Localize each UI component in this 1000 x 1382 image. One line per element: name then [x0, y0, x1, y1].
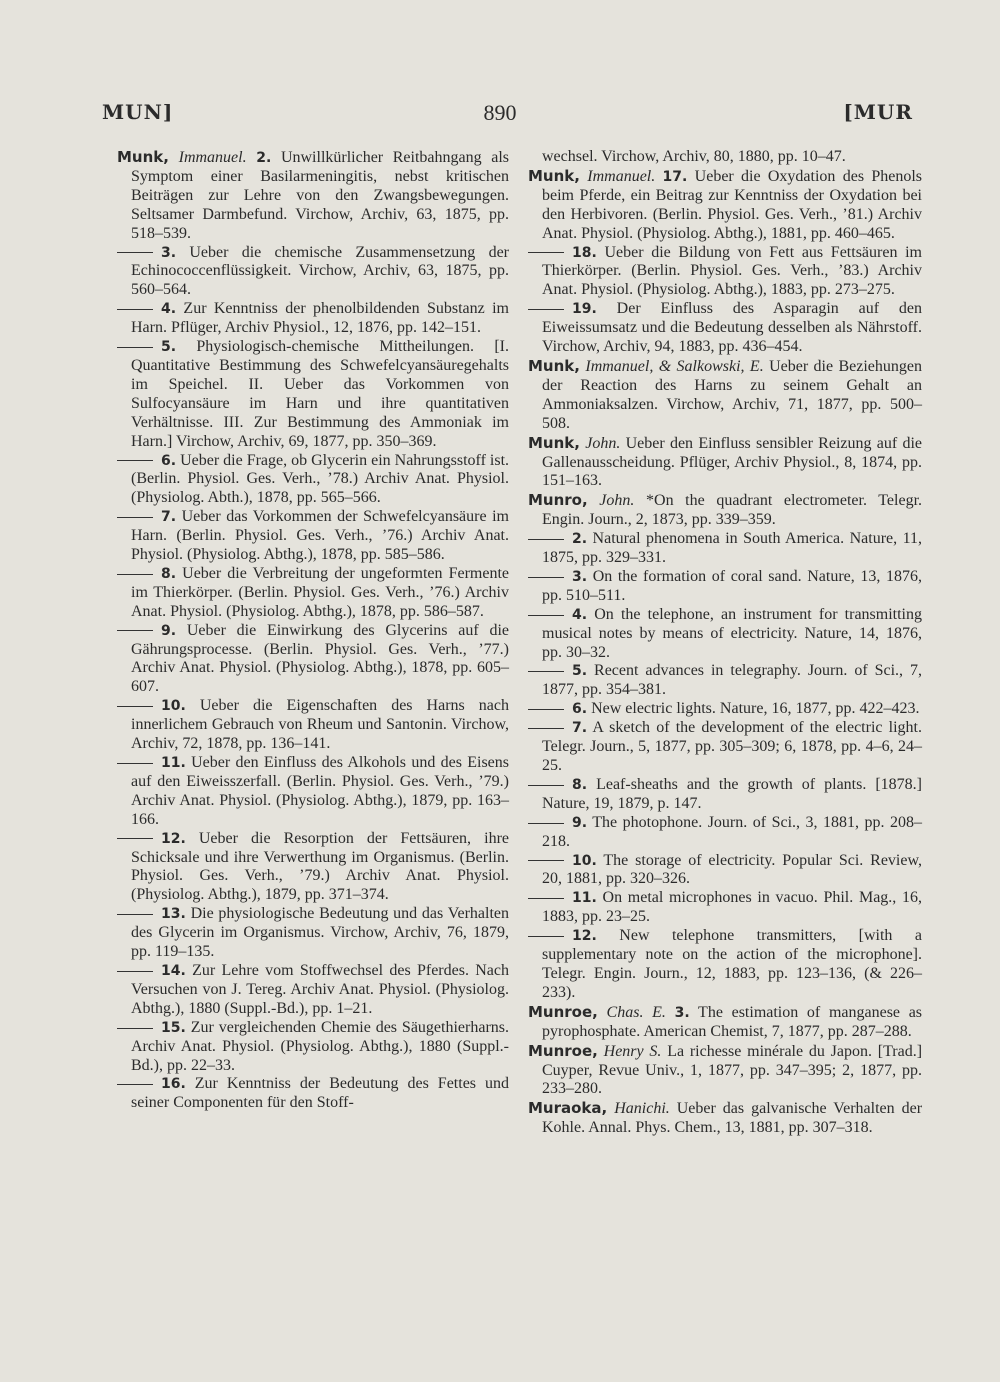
entry-number: 3. [674, 1004, 690, 1021]
entry-text: The photophone. Journ. of Sci., 3, 1881, pp. 208–218. [542, 813, 923, 850]
ditto-dash [117, 574, 153, 575]
entry-text: *On the quadrant electrometer. Telegr. Engin. Journ., 2, 1873, pp. 339–359. [542, 492, 923, 529]
ditto-dash [528, 709, 564, 710]
ditto-dash [528, 671, 564, 672]
ditto-dash [117, 252, 153, 253]
entry-author: Munk, [528, 356, 580, 375]
entry-author: Munroe, [528, 1002, 598, 1021]
entry-number: 6. [572, 701, 588, 718]
entry-number: 13. [161, 906, 186, 923]
bibliography-entry [117, 622, 509, 698]
ditto-dash [528, 860, 564, 861]
entry-number: 15. [161, 1019, 186, 1036]
bibliography-entry [117, 830, 509, 906]
ditto-dash [117, 838, 153, 839]
entry-number: 2. [256, 150, 272, 166]
bibliography-entry [528, 434, 922, 492]
entry-given-name: Chas. E. [606, 1003, 666, 1021]
bibliography-entry [117, 452, 509, 509]
entry-author: Munro, [528, 491, 588, 510]
entry-text: On the telephone, an instrument for transmitting musical notes by means of electricity. Nature, 14, 1876, pp. 30–32. [542, 605, 923, 661]
ditto-dash [528, 309, 564, 310]
entry-text: New telephone transmitters, [with a supplementary note on the action of the microphone]. Telegr. Engin. Journ., 12, 1883, pp. 123–136, (& 226–233). [542, 927, 923, 1001]
entry-text: Ueber die Eigenschaften des Harns nach innerlichem Gebrauch von Rheum und Santonin. Virchow, Archiv, 72, 1878, pp. 136–141. [131, 697, 509, 753]
entry-text: Ueber die Verbreitung der ungeformten Fermente im Thierkörper. (Berlin. Physiol. Ges. Verh., ’76.) Archiv Anat. Physiol. (Physiolog. Abthg.), 1878, pp. 586–587. [131, 564, 509, 620]
entry-text: Ueber den Einfluss des Alkohols und des Eisens auf den Eiweisszerfall. (Berlin. Physiol. Ges. Verh., ’79.) Archiv Anat. Physiol. (Physiolog. Abthg.), 1879, pp. 163–166. [131, 754, 509, 828]
entry-number: 11. [572, 890, 597, 907]
entry-text: Unwillkürlicher Reitbahngang als Symptom einer Basilarmeningitis, nebst kritischen Beiträgen zur Lehre von den Zwangsbewegungen. Seltsamer Darmbefund. Virchow, Archiv, 63, 1875, pp. 518–539. [131, 149, 510, 242]
bibliography-entry [528, 300, 922, 357]
entry-given-name: John. [599, 492, 635, 510]
bibliography-entry [528, 491, 922, 530]
bibliography-entry [528, 530, 922, 568]
bibliography-entry [528, 606, 922, 663]
bibliography-entry [117, 148, 509, 244]
bibliography-entry [117, 962, 509, 1019]
entry-author: Munk, [117, 148, 169, 166]
entry-text: A sketch of the development of the electric light. Telegr. Journ., 5, 1877, pp. 305–309; 6, 1878, pp. 4–6, 24–25. [542, 719, 922, 774]
bibliography-entry [528, 167, 922, 244]
entry-text: Die physiologische Bedeutung und das Verhalten des Glycerin im Organismus. Virchow, Archiv, 76, 1879, pp. 119–135. [131, 905, 510, 961]
entry-number: 19. [572, 301, 597, 318]
entry-number: 7. [572, 720, 588, 737]
entry-text: The estimation of manganese as pyrophosphate. American Chemist, 7, 1877, pp. 287–288. [542, 1003, 923, 1040]
entry-text: Ueber die Bildung von Fett aus Fettsäuren im Thierkörper. (Berlin. Physiol. Ges. Verh., ’83.) Archiv Anat. Physiol. (Physiolog. Abthg.), 1883, pp. 273–275. [542, 243, 923, 299]
entry-number: 5. [572, 663, 588, 680]
ditto-dash [117, 630, 153, 631]
entry-text: Zur Kenntniss der Bedeutung des Fettes und seiner Componenten für den Stoff- [131, 1075, 509, 1112]
entry-text: Zur Lehre vom Stoffwechsel des Pferdes. Nach Versuchen von J. Tereg. Archiv Anat. Physiol. (Physiolog. Abthg.), 1880 (Suppl.-Bd.), pp. 1–21. [131, 961, 510, 1017]
bibliography-entry [528, 776, 922, 814]
page-header [0, 100, 1000, 134]
entry-given-name: John. [585, 434, 621, 452]
bibliography-entry [117, 244, 509, 301]
entry-number: 3. [572, 568, 588, 585]
entry-number: 6. [161, 452, 177, 469]
entry-number: 9. [572, 814, 588, 831]
entry-author: Munk, [528, 166, 580, 185]
entry-number: 14. [161, 962, 186, 979]
entry-number: 12. [572, 928, 597, 945]
entry-text: Leaf-sheaths and the growth of plants. [1878.] Nature, 19, 1879, p. 147. [542, 775, 923, 812]
entry-number: 4. [572, 606, 588, 623]
entry-text: Ueber die Beziehungen der Reaction des Harns zu seinem Gehalt an Ammoniaksalzen. Virchow, Archiv, 71, 1877, pp. 500–508. [542, 357, 923, 432]
ditto-dash [117, 309, 153, 310]
ditto-dash [117, 706, 153, 707]
entry-text: Natural phenomena in South America. Nature, 11, 1875, pp. 329–331. [542, 530, 922, 567]
header-right-range: [MUR [843, 100, 913, 124]
entry-number: 10. [161, 698, 186, 715]
entry-text: Ueber die Einwirkung des Glycerins auf die Gährungsprocesse. (Berlin. Physiol. Ges. Verh., ’77.) Archiv Anat. Physiol. (Physiolog. Abthg.), 1878, pp. 605–607. [131, 621, 509, 696]
entry-number: 16. [161, 1076, 186, 1093]
bibliography-entry [117, 1019, 509, 1076]
bibliography-entry [117, 338, 509, 451]
ditto-dash [528, 898, 564, 899]
ditto-dash [528, 539, 564, 540]
entry-author: Muraoka, [528, 1099, 608, 1118]
ditto-dash [117, 914, 153, 915]
entry-given-name: Hanichi. [614, 1100, 670, 1118]
bibliography-entry [117, 697, 509, 754]
entry-text: Ueber das Vorkommen der Schwefelcyansäure im Harn. (Berlin. Physiol. Ges. Verh., ’76.) Archiv Anat. Physiol. (Physiolog. Abthg.), 1878, pp. 585–586. [131, 508, 509, 564]
ditto-dash [117, 971, 153, 972]
entry-given-name: Immanuel. [587, 167, 656, 185]
entry-text: Physiologisch-chemische Mittheilungen. [I. Quantitative Bestimmung des Schwefelcyansäuregehalts im Speichel. II. Ueber das Vorkommen von Sulfocyansäure im Harn und ihre quantitativen Verhältnisse. III. Zur Bestimmung des Ammoniak im Harn.] Virchow, Archiv, 69, 1877, pp. 350–369. [131, 338, 509, 450]
ditto-dash [528, 785, 564, 786]
entry-text: Ueber den Einfluss sensibler Reizung auf die Gallenausscheidung. Pflüger, Archiv Physiol., 8, 1874, pp. 151–163. [542, 434, 922, 490]
ditto-dash [528, 252, 564, 253]
bibliography-entry [528, 852, 922, 890]
entry-number: 18. [572, 244, 597, 261]
entry-text: Der Einfluss des Asparagin auf den Eiweissumsatz und die Bedeutung desselben als Nährstoff. Virchow, Archiv, 94, 1883, pp. 436–454. [542, 300, 922, 356]
bibliography-entry [528, 927, 922, 1003]
entry-text: Ueber die Frage, ob Glycerin ein Nahrungsstoff ist. (Berlin. Physiol. Ges. Verh., ’78.) Archiv Anat. Physiol. (Physiolog. Abth.), 1878, pp. 565–566. [131, 451, 510, 507]
ditto-dash [117, 517, 153, 518]
entry-number: 5. [161, 339, 177, 356]
entry-text: The storage of electricity. Popular Sci. Review, 20, 1881, pp. 320–326. [542, 851, 922, 888]
entry-text: New electric lights. Nature, 16, 1877, pp. 422–423. [591, 700, 920, 718]
entry-given-name: Immanuel. [178, 149, 247, 166]
entry-text: Zur vergleichenden Chemie des Säugethierharns. Archiv Anat. Physiol. (Physiolog. Abthg.), 1880 (Suppl.-Bd.), pp. 22–33. [131, 1018, 510, 1074]
entry-number: 7. [161, 509, 177, 526]
entry-number: 8. [161, 565, 177, 582]
bibliography-entry [528, 1003, 922, 1042]
page-number: 890 [483, 100, 517, 125]
ditto-dash [528, 577, 564, 578]
bibliography-entry [117, 1075, 509, 1113]
left-column [117, 148, 509, 1113]
bibliography-entry [117, 905, 509, 962]
entry-text: On the formation of coral sand. Nature, 13, 1876, pp. 510–511. [542, 567, 923, 604]
entry-text: wechsel. Virchow, Archiv, 80, 1880, pp. 10–47. [542, 148, 846, 165]
entry-text: Zur Kenntniss der phenolbildenden Substanz im Harn. Pflüger, Archiv Physiol., 12, 1876, pp. 142–151. [131, 300, 510, 337]
entry-number: 17. [662, 168, 688, 185]
entry-number: 11. [161, 755, 186, 771]
right-column [528, 148, 922, 1138]
bibliography-entry [528, 719, 922, 776]
bibliography-entry [528, 814, 922, 852]
bibliography-entry [528, 1099, 922, 1138]
entry-text: Recent advances in telegraphy. Journ. of Sci., 7, 1877, pp. 354–381. [542, 662, 922, 699]
bibliography-entry [117, 754, 509, 830]
entry-text: Ueber die chemische Zusammensetzung der Echinococcenflüssigkeit. Virchow, Archiv, 63, 1875, pp. 560–564. [131, 243, 509, 299]
entry-number: 3. [161, 244, 177, 261]
entry-text: Ueber die Resorption der Fettsäuren, ihre Schicksale und ihre Verwerthung im Organismus. (Berlin. Physiol. Ges. Verh., ’79.) Archiv Anat. Physiol. (Physiolog. Abthg.), 1879, pp. 371–374. [131, 829, 509, 904]
entry-number: 12. [161, 830, 186, 847]
entry-given-name: Henry S. [603, 1042, 662, 1060]
entry-number: 9. [161, 622, 177, 639]
ditto-dash [117, 347, 153, 348]
ditto-dash [117, 1084, 153, 1085]
bibliography-entry [528, 148, 922, 167]
bibliography-entry [528, 1042, 922, 1100]
bibliography-entry [528, 244, 922, 301]
ditto-dash [117, 763, 153, 764]
bibliography-entry [117, 508, 509, 565]
entry-number: 8. [572, 776, 588, 793]
bibliography-entry [528, 568, 922, 606]
entry-number: 10. [572, 852, 597, 869]
bibliography-entry [528, 700, 922, 719]
entry-number: 2. [572, 531, 588, 548]
bibliography-entry [117, 565, 509, 622]
ditto-dash [528, 823, 564, 824]
bibliography-entry [528, 889, 922, 927]
ditto-dash [528, 936, 564, 937]
bibliography-entry [528, 357, 922, 434]
ditto-dash [528, 615, 564, 616]
ditto-dash [117, 460, 153, 461]
entry-author: Munk, [528, 433, 580, 452]
entry-text: On metal microphones in vacuo. Phil. Mag., 16, 1883, pp. 23–25. [542, 889, 923, 926]
entry-author: Munroe, [528, 1041, 598, 1060]
entry-text: La richesse minérale du Japon. [Trad.] Cuyper, Revue Univ., 1, 1877, pp. 347–395; 2, 1877, pp. 233–280. [542, 1042, 923, 1098]
entry-given-name: Immanuel, & Salkowski, E. [585, 357, 764, 375]
bibliography-entry [117, 300, 509, 338]
entry-number: 4. [161, 301, 177, 318]
ditto-dash [117, 1028, 153, 1029]
ditto-dash [528, 728, 564, 729]
entry-text: Ueber das galvanische Verhalten der Kohle. Annal. Phys. Chem., 13, 1881, pp. 307–318. [542, 1100, 923, 1137]
bibliography-entry [528, 662, 922, 700]
entry-text: Ueber die Oxydation des Phenols beim Pferde, ein Beitrag zur Kenntniss der Oxydation bei den Herbivoren. (Berlin. Physiol. Ges. Verh., ’81.) Archiv Anat. Physiol. (Physiolog. Abthg.), 1881, pp. 460–465. [542, 167, 923, 242]
header-left-range: MUN] [102, 100, 174, 124]
